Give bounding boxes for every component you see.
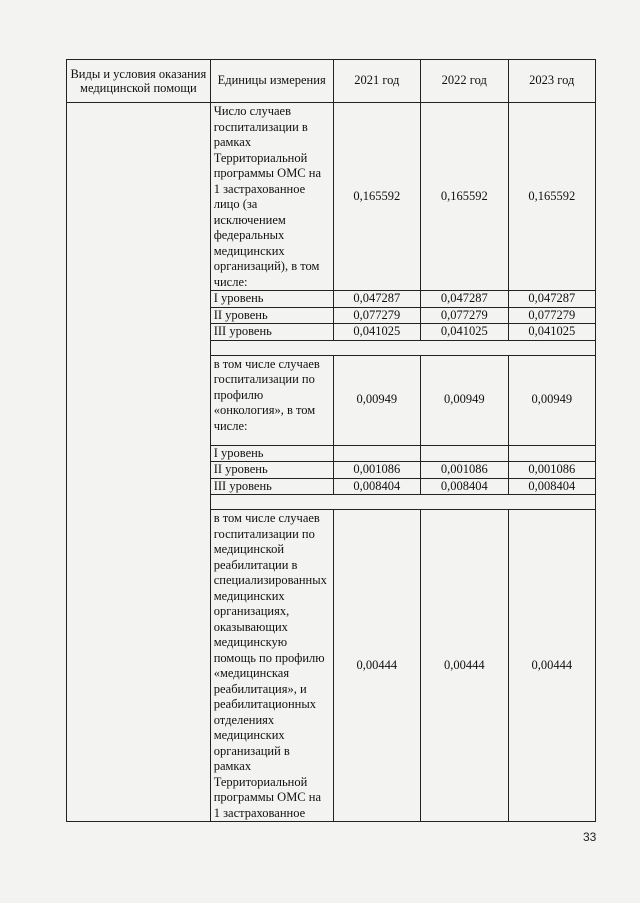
value-2023: 0,165592 xyxy=(508,103,595,291)
unit-cell: в том числе случаев госпитализации по профилю «онкология», в том числе: xyxy=(210,355,333,445)
value-2023: 0,008404 xyxy=(508,478,595,495)
level-label: III уровень xyxy=(210,478,333,495)
header-2021: 2021 год xyxy=(333,60,420,103)
unit-cell: Число случаев госпитализации в рамках Территориальной программы ОМС на 1 застрахованное лицо (за исключением федеральных медицинских организаций), в том числе: xyxy=(210,103,333,291)
value-2021: 0,077279 xyxy=(333,307,420,324)
header-kind: Виды и условия оказания медицинской помощи xyxy=(67,60,211,103)
indicators-table xyxy=(66,59,596,822)
level-label: I уровень xyxy=(210,445,333,462)
table-header-row xyxy=(67,60,596,103)
value-2021: 0,001086 xyxy=(333,462,420,479)
value-2022: 0,047287 xyxy=(421,291,508,308)
value-2023: 0,00444 xyxy=(508,510,595,822)
level-label: I уровень xyxy=(210,291,333,308)
value-2022: 0,165592 xyxy=(421,103,508,291)
value-2023: 0,047287 xyxy=(508,291,595,308)
value-2023: 0,077279 xyxy=(508,307,595,324)
level-label: III уровень xyxy=(210,324,333,341)
value-2023: 0,001086 xyxy=(508,462,595,479)
value-2021: 0,008404 xyxy=(333,478,420,495)
page-number: 33 xyxy=(583,830,597,844)
value-2021 xyxy=(333,445,420,462)
table-row xyxy=(67,103,596,291)
value-2022: 0,077279 xyxy=(421,307,508,324)
value-2021: 0,00444 xyxy=(333,510,420,822)
level-label: II уровень xyxy=(210,307,333,324)
value-2021: 0,047287 xyxy=(333,291,420,308)
unit-cell: в том числе случаев госпитализации по медицинской реабилитации в специализированных медицинских организациях, оказывающих медицинскую помощь по профилю «медицинская реабилитация», и реабилитационных отделениях медицинских организаций в рамках Территориальной программы ОМС на 1 застрахованное xyxy=(210,510,333,822)
value-2022 xyxy=(421,445,508,462)
value-2023: 0,041025 xyxy=(508,324,595,341)
kind-cell xyxy=(67,103,211,822)
header-units: Единицы измерения xyxy=(210,60,333,103)
value-2022: 0,041025 xyxy=(421,324,508,341)
level-label: II уровень xyxy=(210,462,333,479)
value-2021: 0,165592 xyxy=(333,103,420,291)
value-2021: 0,041025 xyxy=(333,324,420,341)
value-2023: 0,00949 xyxy=(508,355,595,445)
header-2023: 2023 год xyxy=(508,60,595,103)
value-2022: 0,001086 xyxy=(421,462,508,479)
value-2023 xyxy=(508,445,595,462)
header-2022: 2022 год xyxy=(421,60,508,103)
value-2022: 0,00444 xyxy=(421,510,508,822)
value-2022: 0,008404 xyxy=(421,478,508,495)
value-2022: 0,00949 xyxy=(421,355,508,445)
value-2021: 0,00949 xyxy=(333,355,420,445)
